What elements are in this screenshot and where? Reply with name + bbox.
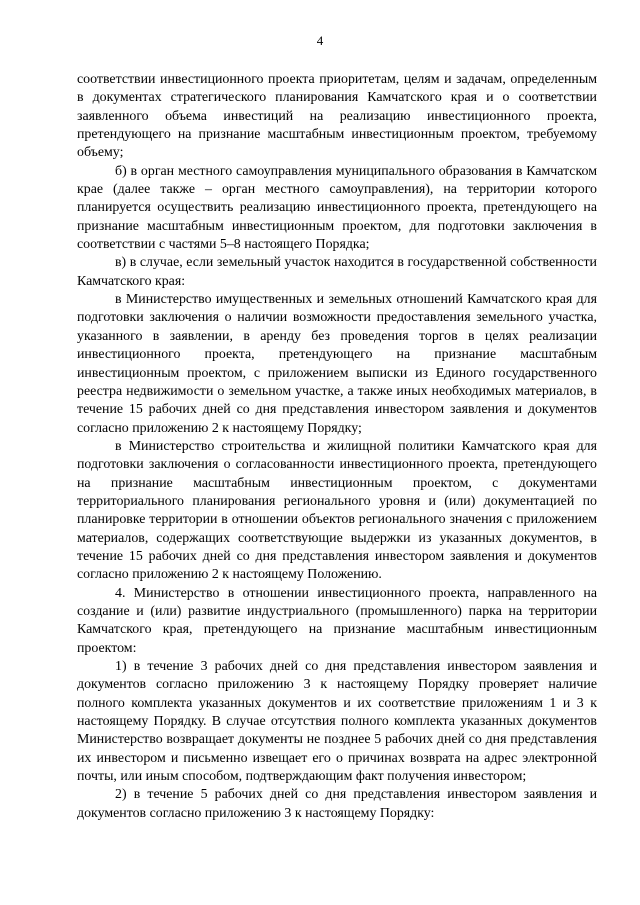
paragraph-section-4: 4. Министерство в отношении инвестиционного проекта, направленного на создание и (или) развитие индустриального (промышленного) парка на территории Камчатского края, претендующего на признание масштабным инвестиционным проектом:	[77, 585, 597, 656]
paragraph-continuation: соответствии инвестиционного проекта приоритетам, целям и задачам, определенным в документах стратегического планирования Камчатского края и о соответствии заявленного объема инвестиций на реализацию инвестиционного проекта, претендующего на признание масштабным инвестиционным проектом, требуемому объему;	[77, 72, 597, 161]
paragraph-construction-ministry: в Министерство строительства и жилищной политики Камчатского края для подготовки заключения о согласованности инвестиционного проекта, претендующего на признание масштабным инвестиционным проектом, с документами территориального планирования регионального уровня и (или) документацией по планировке территории в отношении объектов регионального значения с приложением материалов, содержащих соответствующие выдержки из указанных документов, в течение 15 рабочих дней со дня представления инвестором заявления и документов согласно приложению 2 к настоящему Положению.	[77, 438, 597, 583]
document-body	[77, 71, 597, 823]
paragraph-item-b: б) в орган местного самоуправления муниципального образования в Камчатском крае (далее также – орган местного самоуправления), на территории которого планируется осуществить реализацию инвестиционного проекта, претендующего на признание масштабным инвестиционным проектом, для подготовки заключения в соответствии с частями 5–8 настоящего Порядка;	[77, 163, 597, 253]
paragraph-item-2: 2) в течение 5 рабочих дней со дня представления инвестором заявления и документов согласно приложению 3 к настоящему Порядку:	[77, 787, 597, 821]
paragraph-property-ministry: в Министерство имущественных и земельных отношений Камчатского края для подготовки заключения о наличии возможности предоставления земельного участка, указанного в заявлении, в аренду без проведения торгов в целях реализации инвестиционного проекта, претендующего на признание масштабным инвестиционным проектом, с приложением выписки из Единого государственного реестра недвижимости о земельном участке, а также иных необходимых материалов, в течение 15 рабочих дней со дня представления инвестором заявления и документов согласно приложению 2 к настоящему Порядку;	[77, 292, 597, 436]
paragraph-item-1: 1) в течение 3 рабочих дней со дня представления инвестором заявления и документов согласно приложению 3 к настоящему Порядку проверяет наличие полного комплекта указанных документов и их соответствие приложениям 1 и 3 к настоящему Порядку. В случае отсутствия полного комплекта указанных документов Министерство возвращает документы не позднее 5 рабочих дней со дня представления их инвестором и письменно извещает его о причинах возврата на адрес электронной почты, или иным способом, подтверждающим факт получения инвестором;	[77, 659, 597, 785]
paragraph-item-v: в) в случае, если земельный участок находится в государственной собственности Камчатского края:	[77, 255, 597, 289]
page-number: 4	[316, 33, 324, 48]
